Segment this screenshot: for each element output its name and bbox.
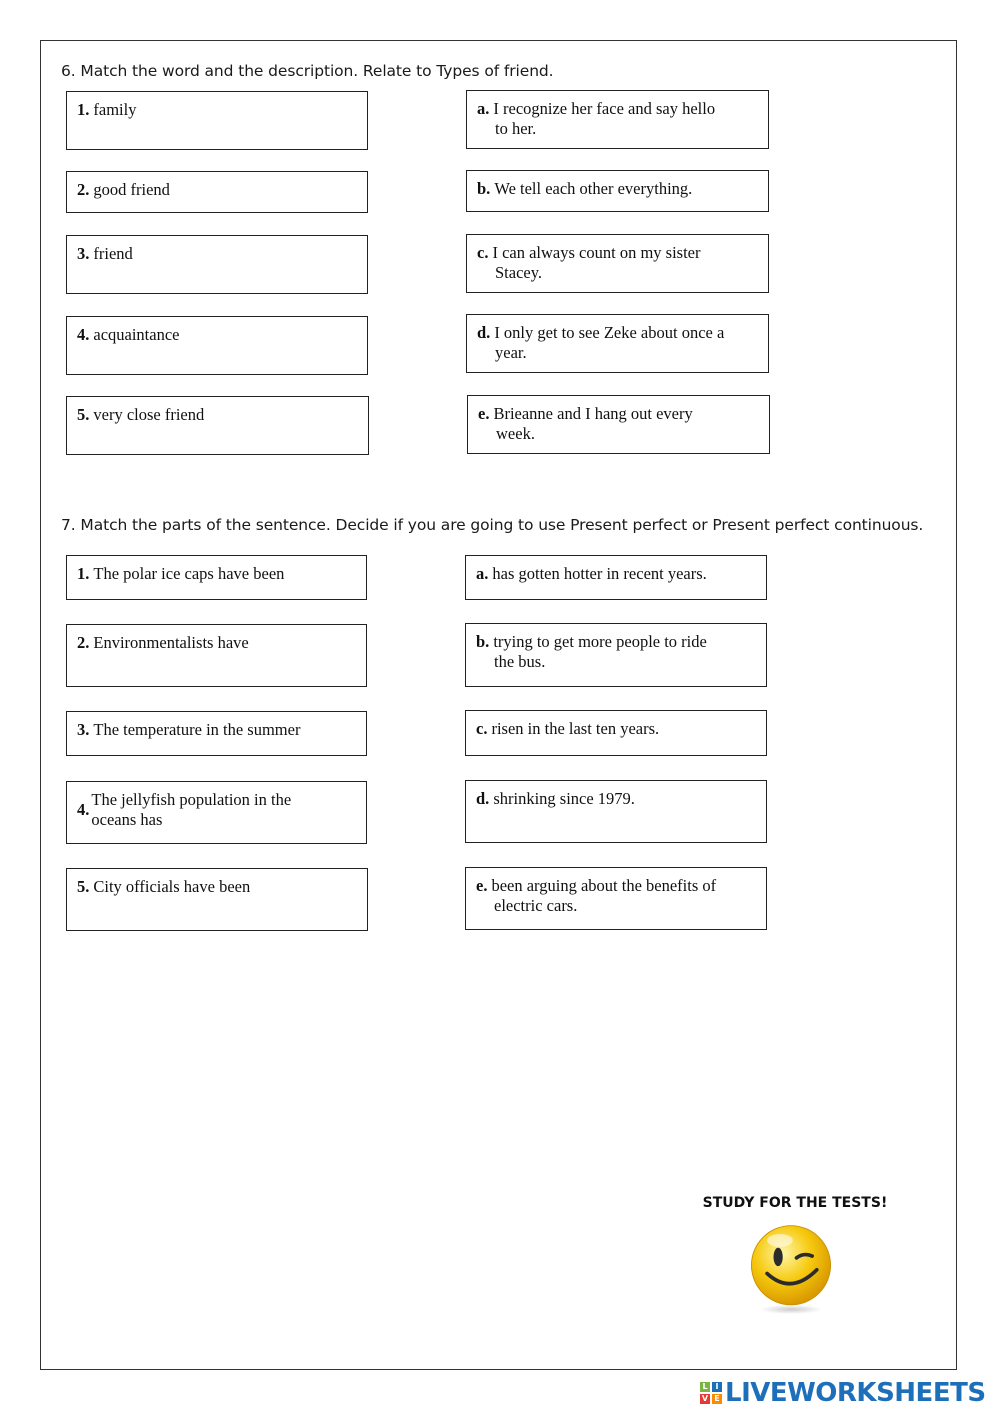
ex7-sentence-start-box-4[interactable] xyxy=(66,781,367,844)
item-text: very close friend xyxy=(93,405,205,424)
item-text: I recognize her face and say hello xyxy=(493,99,716,118)
logo-letter: L xyxy=(700,1382,710,1392)
item-text-continued: the bus. xyxy=(494,652,546,671)
ex7-sentence-start-box-1[interactable] xyxy=(66,555,367,600)
item-text-continued: week. xyxy=(496,424,535,443)
item-number: 5. xyxy=(77,877,90,896)
item-number: 1. xyxy=(77,564,90,583)
ex6-word-box-3[interactable] xyxy=(66,235,368,294)
item-letter: b. xyxy=(477,179,491,198)
ex6-word-box-2[interactable] xyxy=(66,171,368,213)
winking-smiley-icon xyxy=(745,1222,837,1314)
item-text: good friend xyxy=(93,180,170,199)
ex6-description-box-e[interactable] xyxy=(467,395,770,454)
exercise-7-instruction: 7. Match the parts of the sentence. Decide if you are going to use Present perfect or Present perfect continuous. xyxy=(61,516,924,534)
ex6-description-box-a[interactable] xyxy=(466,90,769,149)
ex7-sentence-end-box-b[interactable] xyxy=(465,623,767,687)
item-number: 2. xyxy=(77,180,90,199)
item-text: I can always count on my sister xyxy=(492,243,701,262)
item-letter: c. xyxy=(476,719,488,738)
item-text-continued: year. xyxy=(495,343,527,362)
item-text-group xyxy=(91,790,291,830)
item-number: 1. xyxy=(77,100,90,119)
item-text-continued: oceans has xyxy=(91,809,163,829)
ex6-word-box-4[interactable] xyxy=(66,316,368,375)
item-text: shrinking since 1979. xyxy=(493,789,635,808)
ex6-word-box-1[interactable] xyxy=(66,91,368,150)
item-number: 4. xyxy=(77,799,90,819)
item-text: acquaintance xyxy=(93,325,180,344)
ex6-description-box-b[interactable] xyxy=(466,170,769,212)
item-text: friend xyxy=(93,244,133,263)
item-letter: d. xyxy=(476,789,490,808)
item-letter: c. xyxy=(477,243,489,262)
logo-letter: E xyxy=(712,1394,722,1404)
item-letter: a. xyxy=(476,564,489,583)
ex6-description-box-c[interactable] xyxy=(466,234,769,293)
item-text-continued: electric cars. xyxy=(494,896,578,915)
logo-letter: I xyxy=(712,1382,722,1392)
liveworksheets-logo xyxy=(700,1378,986,1408)
item-letter: d. xyxy=(477,323,491,342)
item-number: 3. xyxy=(77,720,90,739)
item-text-continued: Stacey. xyxy=(495,263,543,282)
item-text: I only get to see Zeke about once a xyxy=(494,323,725,342)
item-text-continued: to her. xyxy=(495,119,537,138)
item-number: 5. xyxy=(77,405,90,424)
item-text: City officials have been xyxy=(93,877,251,896)
item-text: trying to get more people to ride xyxy=(493,632,707,651)
item-text: The jellyfish population in the xyxy=(91,789,292,809)
exercise-6-instruction: 6. Match the word and the description. Relate to Types of friend. xyxy=(61,62,554,80)
ex7-sentence-end-box-e[interactable] xyxy=(465,867,767,930)
item-letter: b. xyxy=(476,632,490,651)
item-number: 2. xyxy=(77,633,90,652)
item-text: Brieanne and I hang out every xyxy=(493,404,693,423)
ex7-sentence-end-box-d[interactable] xyxy=(465,780,767,843)
item-text: Environmentalists have xyxy=(93,633,249,652)
logo-letter: V xyxy=(701,1394,709,1403)
ex6-description-box-d[interactable] xyxy=(466,314,769,373)
study-note: STUDY FOR THE TESTS! xyxy=(702,1195,888,1211)
ex7-sentence-start-box-5[interactable] xyxy=(66,868,368,931)
item-letter: a. xyxy=(477,99,490,118)
item-text: been arguing about the benefits of xyxy=(491,876,717,895)
item-text: family xyxy=(93,100,137,119)
item-text: The polar ice caps have been xyxy=(93,564,285,583)
item-number: 3. xyxy=(77,244,90,263)
logo-mark-icon xyxy=(700,1382,722,1404)
logo-text: LIVEWORKSHEETS xyxy=(725,1378,986,1408)
ex7-sentence-end-box-c[interactable] xyxy=(465,710,767,756)
item-text: has gotten hotter in recent years. xyxy=(492,564,707,583)
item-letter: e. xyxy=(478,404,490,423)
ex7-sentence-start-box-3[interactable] xyxy=(66,711,367,756)
ex7-sentence-end-box-a[interactable] xyxy=(465,555,767,600)
ex6-word-box-5[interactable] xyxy=(66,396,369,455)
ex7-sentence-start-box-2[interactable] xyxy=(66,624,367,687)
item-text: We tell each other everything. xyxy=(494,179,693,198)
item-text: The temperature in the summer xyxy=(93,720,301,739)
item-letter: e. xyxy=(476,876,488,895)
item-text: risen in the last ten years. xyxy=(491,719,660,738)
item-number: 4. xyxy=(77,325,90,344)
